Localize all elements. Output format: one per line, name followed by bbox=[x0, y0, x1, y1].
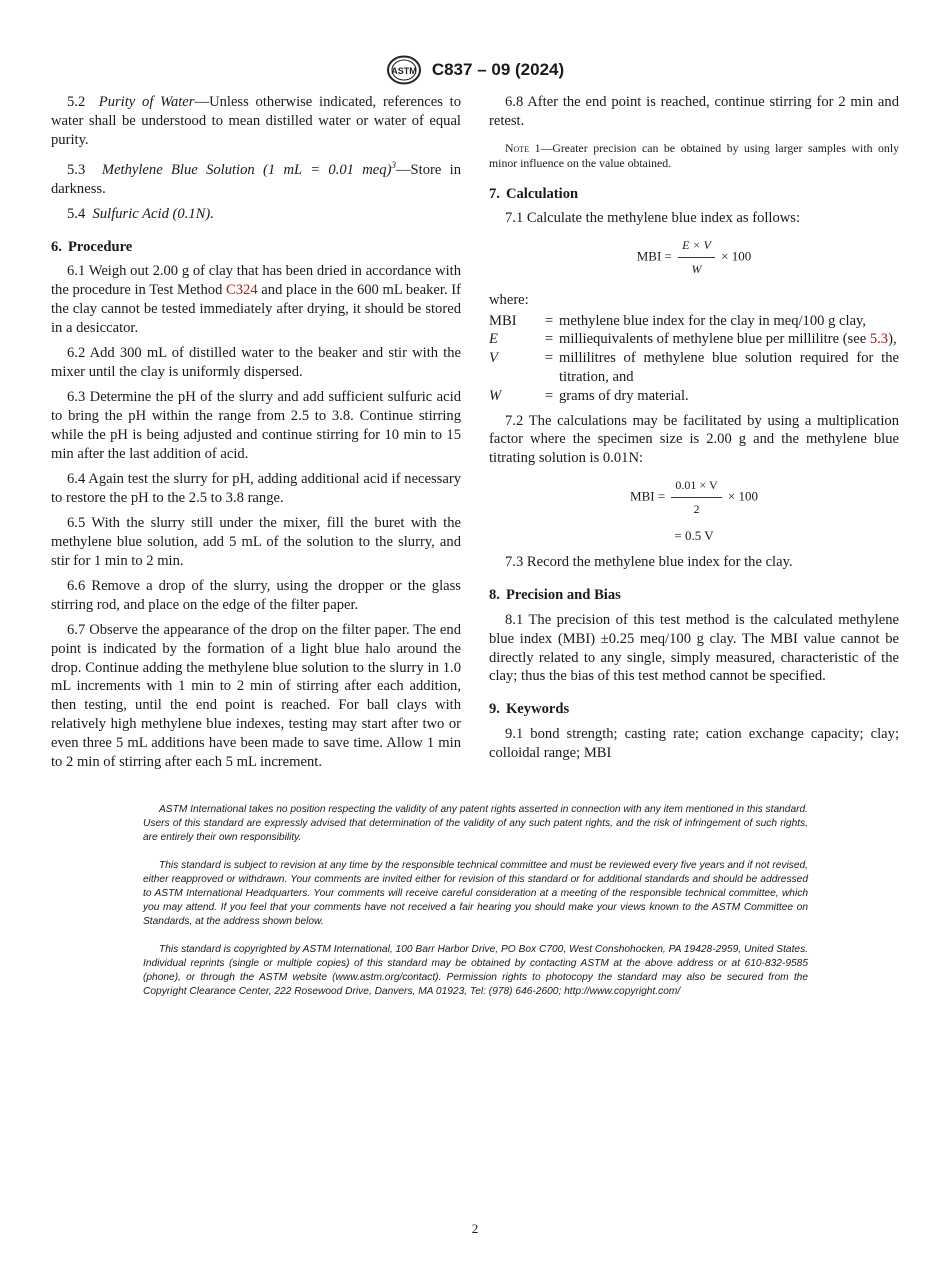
definition-row: V = millilitres of methylene blue solution required for the titration, and bbox=[489, 350, 899, 385]
definition-row: W = grams of dry material. bbox=[489, 387, 689, 404]
definition-row: MBI = methylene blue index for the clay in meq/100 g clay, bbox=[489, 312, 867, 329]
page-header bbox=[0, 55, 950, 85]
paragraph-7-1: 7.1 Calculate the methylene blue index as follows: bbox=[505, 210, 801, 227]
section-heading-9: 9. Keywords bbox=[489, 701, 570, 718]
footer-patent-notice: ASTM International takes no position respecting the validity of any patent rights asserted in connection with any item mentioned in this standard. Users of this standard are expressly advised that determination of the validity of any such patent rights, and the risk of infringement of such rights, are entirely their own responsibility. bbox=[143, 804, 808, 843]
definition-row: E = milliequivalents of methylene blue per millilitre (see 5.3), bbox=[489, 331, 897, 348]
section-heading-7: 7. Calculation bbox=[489, 185, 579, 202]
right-column bbox=[489, 93, 899, 769]
standard-designation: C837 – 09 (2024) bbox=[431, 60, 565, 79]
paragraph-8-1: 8.1 The precision of this test method is the calculated methylene blue index (MBI) ±0.25 meq/100 g clay. The MBI value cannot be directly related to any single, simply measured, characteristic of the clay; thus the bias of this test method cannot be specified. bbox=[489, 611, 899, 685]
link-c324[interactable]: C324 bbox=[226, 282, 258, 299]
note-1: Note 1—Greater precision can be obtained by using larger samples with only minor influence on the value obtained. bbox=[489, 140, 900, 170]
paragraph-6-6: 6.6 Remove a drop of the slurry, using the dropper or the glass stirring rod, and place on the edge of the filter paper. bbox=[51, 577, 461, 613]
formula-mbi-simplified: MBI = $\frac{0.01 \times V}{2}$ × 100 bbox=[630, 477, 758, 516]
left-column bbox=[51, 93, 461, 778]
definitions-table bbox=[489, 312, 899, 406]
svg-text:ASTM: ASTM bbox=[391, 66, 417, 76]
astm-logo bbox=[386, 55, 422, 85]
link-5-3[interactable]: 5.3 bbox=[869, 331, 889, 348]
paragraph-6-5: 6.5 With the slurry still under the mixer, fill the buret with the methylene blue solution, add 5 mL of the solution to the slurry, and stir for 1 min to 2 min. bbox=[51, 515, 461, 569]
paragraph-6-2: 6.2 Add 300 mL of distilled water to the beaker and stir with the mixer until the clay is uniformly dispersed. bbox=[51, 345, 461, 380]
section-heading-6: 6. Procedure bbox=[51, 238, 133, 255]
footer-revision-notice: This standard is subject to revision at any time by the responsible technical committee and must be reviewed every five years and if not revised, either reapproved or withdrawn. Your comments are invited either for revision of this standard or for additional standards and should be addressed to ASTM International Headquarters. Your comments will receive careful consideration at a meeting of the responsible technical committee, which you may attend. If you feel that your comments have not received a fair hearing you should make your views known to the ASTM Committee on Standards, at the address shown below. bbox=[143, 860, 808, 927]
paragraph-5-3: 5.3 Methylene Blue Solution (1 mL = 0.01 meq)$^3$—Store in darkness. bbox=[51, 159, 462, 197]
paragraph-6-4: 6.4 Again test the slurry for pH, adding additional acid if necessary to restore the pH to the 2.5 to 3.8 range. bbox=[51, 470, 461, 506]
page-number: 2 bbox=[471, 1221, 479, 1236]
paragraph-7-2: 7.2 The calculations may be facilitated by using a multiplication factor where the specimen size is 2.00 g and the methylene blue titrating solution is 0.01N: bbox=[489, 412, 899, 467]
where-label: where: bbox=[489, 291, 529, 308]
formula-result: = 0.5 V bbox=[674, 527, 714, 543]
formula-mbi: MBI = $\frac{E \times V}{W}$ × 100 bbox=[636, 238, 752, 276]
paragraph-6-7: 6.7 Observe the appearance of the drop on the filter paper. The end point is indicated by the formation of a light blue halo around the drop. Continue adding the methylene blue solution to the slurry in 1.0 mL increments with 1 min to 2 min of stirring after each addition, then testing, until the end point is reached. For ball clays with relatively high methylene blue indexes, testing may start after two or even three 5 mL additions have been made to save time. Allow 1 min to 2 min of stirring after each 5 mL increment. bbox=[51, 621, 461, 770]
paragraph-6-3: 6.3 Determine the pH of the slurry and add sufficient sulfuric acid to bring the pH within the range from 2.5 to 3.8. Continue stirring while the pH is being adjusted and continue stirring for 10 min to 15 min after the last addition of acid. bbox=[51, 389, 461, 462]
paragraph-7-3: 7.3 Record the methylene blue index for the clay. bbox=[505, 554, 793, 571]
paragraph-6-1: 6.1 Weigh out 2.00 g of clay that has been dried in accordance with the procedure in Test Method C324 and place in the 600 mL beaker. If the clay cannot be tested immediately after drying, it should be stored in a desiccator. bbox=[51, 263, 461, 336]
paragraph-6-8: 6.8 After the end point is reached, continue stirring for 2 min and retest. bbox=[489, 94, 899, 129]
paragraph-9-1: 9.1 bond strength; casting rate; cation exchange capacity; clay; colloidal range; MBI bbox=[489, 725, 899, 761]
section-heading-8: 8. Precision and Bias bbox=[489, 587, 621, 604]
legal-footer bbox=[143, 803, 808, 1013]
paragraph-5-4: 5.4 Sulfuric Acid (0.1N). bbox=[67, 205, 214, 222]
paragraph-5-2: 5.2 Purity of Water—Unless otherwise indicated, references to water shall be understood to mean distilled water or water of equal purity. bbox=[51, 94, 462, 148]
footer-copyright-notice: This standard is copyrighted by ASTM International, 100 Barr Harbor Drive, PO Box C700, West Conshohocken, PA 19428-2959, United States. Individual reprints (single or multiple copies) of this standard may be obtained by contacting ASTM at the above address or at 610-832-9585 (phone), or through the ASTM website (www.astm.org/contact). Permission rights to photocopy the standard may also be secured from the Copyright Clearance Center, 222 Rosewood Drive, Danvers, MA 01923, Tel: (978) 646-2600; http://www.copyright.com/ bbox=[143, 944, 808, 997]
